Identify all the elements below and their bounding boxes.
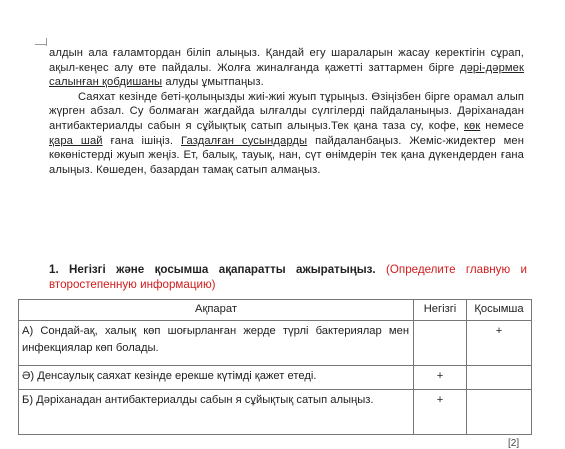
- task-title: 1. Негізгі және қосымша ақапаратты ажыратыңыз.: [49, 263, 376, 276]
- statement-cell: Ә) Денсаулық саяхат кезінде ерекше күтімді қажет етеді.: [19, 366, 414, 390]
- underlined-phrase: дәрі-дәрмек салынған қобдишаны: [49, 61, 524, 89]
- statement-cell: А) Сондай-ақ, халық көп шоғырланған жерде түрлі бактериялар мен инфекциялар көп болады.: [19, 321, 414, 366]
- reading-passage: [49, 46, 524, 177]
- task-heading: [49, 263, 527, 293]
- corner-mark-vertical: [46, 38, 47, 46]
- extra-cell[interactable]: [467, 366, 532, 390]
- answer-table: [18, 299, 532, 435]
- underlined-phrase-kara-shai: қара шай: [49, 134, 103, 147]
- header-main: Негізгі: [414, 300, 467, 321]
- task-hint: (Определите главную и второстепенную информацию): [49, 263, 527, 291]
- statement-cell: Б) Дәріханадан антибактериалды сабын я сұйықтық сатып алыңыз.: [19, 390, 414, 435]
- extra-cell[interactable]: [467, 390, 532, 435]
- main-cell[interactable]: +: [414, 366, 467, 390]
- underlined-phrase-gazdalgan: Газдалған сусындарды: [181, 134, 308, 147]
- table-row: [19, 321, 532, 366]
- main-cell[interactable]: [414, 321, 467, 366]
- extra-cell[interactable]: +: [467, 321, 532, 366]
- passage-paragraph-2: Саяхат кезінде беті-қолыңызды жиі-жиі жуып тұрыңыз. Өзіңізбен бірге орамал алып жүрген абзал. Су болмаған жағдайда ылғалды сүлгілерді пайдаланыңыз. Дәріханадан антибактериалды сабын я сұйықтық сатып алыңыз.Тек қана таза су, кофе, көк немесе қара шай ғана ішіңіз. Газдалған сусындарды пайдаланбаңыз. Жеміс-жидектер мен көкөністерді жуып жеңіз. Ет, балық, тауық, нан, сүт өнімдерін тек қана дүкендерден ғана алыңыз. Көшеден, базардан тамақ сатып алмаңыз.: [49, 90, 525, 176]
- underlined-word-kok: көк: [464, 119, 481, 132]
- score-mark: [2]: [508, 438, 520, 449]
- table-header-row: [19, 300, 532, 321]
- table-row: [19, 366, 532, 390]
- header-extra: Қосымша: [467, 300, 532, 321]
- header-info: Ақпарат: [19, 300, 414, 321]
- main-cell[interactable]: +: [414, 390, 467, 435]
- passage-paragraph-1: алдын ала ғаламтордан біліп алыңыз. Қандай егу шараларын жасау керектігін сұрап, ақыл-кеңес алу өте пайдалы. Жолға жиналғанда қажетті заттармен бірге дәрі-дәрмек салынған қобдишаны алуды ұмытпаңыз.: [49, 47, 524, 89]
- table-row: [19, 390, 532, 435]
